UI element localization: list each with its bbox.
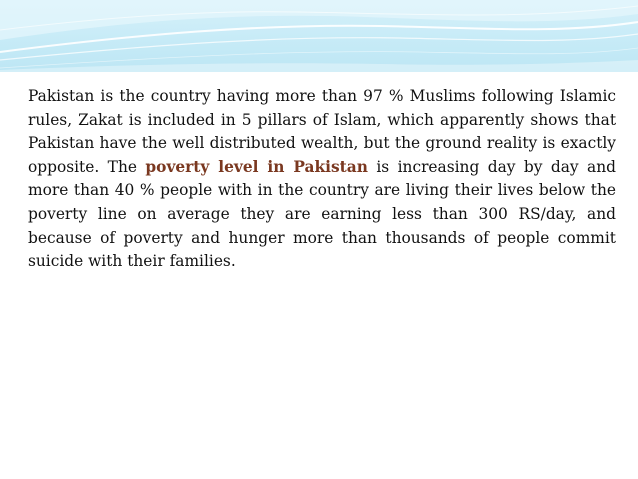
paragraph-text-part2: is increasing day by day and more than 40 % people with in the country are living their lives below the poverty line on average they are earning less than 300 RS/day, and because of poverty and hunger more than thousands of people commit suicide with their families.: [28, 157, 616, 271]
header-wave-band: [0, 0, 638, 72]
paragraph-text-part1: Pakistan is the country having more than 97 % Muslims following Islamic rules, Zakat is included in 5 pillars of Islam, which apparently shows that Pakistan have the well distributed wealth, but the ground reality is exactly opposite. The: [28, 87, 616, 176]
wave-decoration: [0, 0, 638, 72]
body-paragraph: [28, 85, 616, 274]
paragraph-highlight: poverty level in Pakistan: [145, 157, 368, 176]
